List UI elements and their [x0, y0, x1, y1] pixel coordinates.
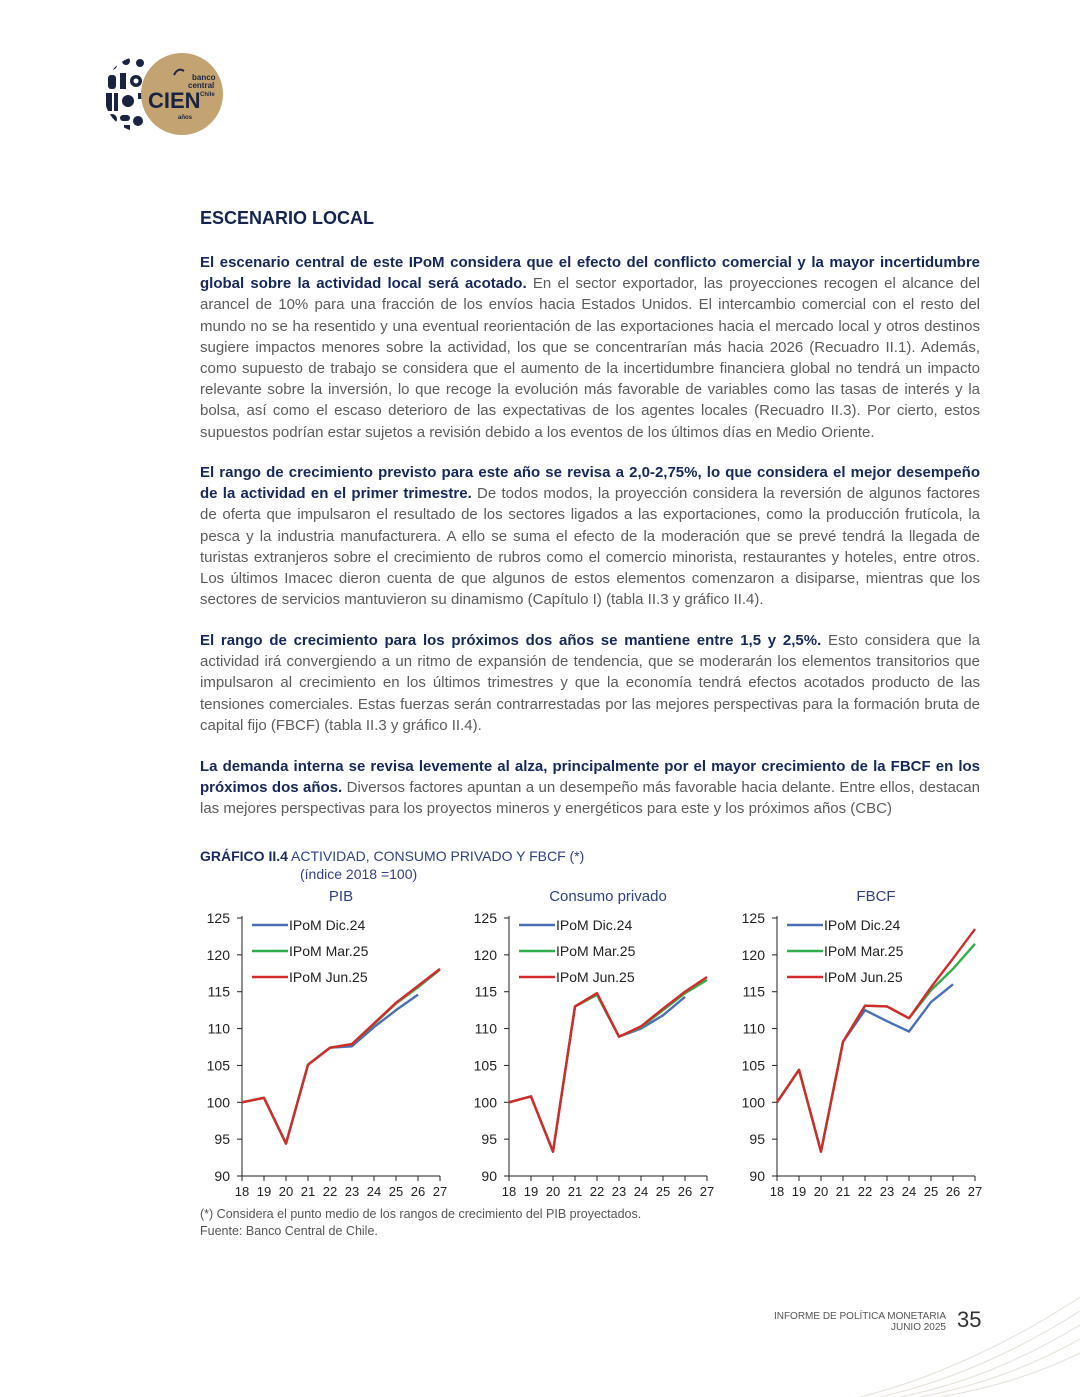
x-tick-label: 20 [813, 1184, 829, 1199]
x-tick-label: 23 [611, 1184, 627, 1199]
svg-text:años: años [178, 115, 193, 121]
x-tick-label: 26 [677, 1184, 693, 1199]
x-tick-label: 25 [923, 1184, 939, 1199]
chart-pib [200, 884, 450, 1204]
y-tick-label: 105 [473, 1057, 497, 1074]
x-tick-label: 19 [791, 1184, 807, 1199]
footer-date: JUNIO 2025 [890, 1322, 946, 1333]
x-tick-label: 26 [410, 1184, 426, 1199]
section-heading: ESCENARIO LOCAL [200, 208, 375, 228]
series-line [777, 929, 975, 1152]
x-tick-label: 22 [857, 1184, 873, 1199]
y-tick-label: 115 [474, 983, 497, 1000]
chart-title: PIB [328, 888, 354, 905]
y-tick-label: 125 [206, 910, 230, 926]
paragraph-lead: La demanda interna se revisa levemente al alza, principalmente por el mayor crecimiento de la FBCF en los próximos dos años. [200, 758, 980, 797]
x-tick-label: 18 [769, 1184, 785, 1199]
x-tick-label: 25 [655, 1184, 671, 1199]
paragraph-lead: El rango de crecimiento para los próximos dos años se mantiene entre 1,5 y 2,5%. [200, 632, 822, 649]
x-tick-label: 22 [322, 1184, 338, 1199]
figure-note: (*) Considera el punto medio de los rangos de crecimiento del PIB proyectados. [200, 1207, 642, 1221]
y-tick-label: 125 [741, 910, 765, 926]
paragraph-1 [200, 252, 980, 443]
y-tick-label: 90 [481, 1168, 497, 1184]
x-tick-label: 24 [366, 1184, 382, 1199]
legend-label: IPoM Jun.25 [824, 969, 903, 985]
chart-fbcf [735, 884, 985, 1204]
legend-label: IPoM Mar.25 [289, 943, 369, 959]
y-tick-label: 120 [206, 946, 230, 963]
x-tick-label: 19 [523, 1184, 539, 1199]
x-tick-label: 20 [545, 1184, 561, 1199]
x-tick-label: 21 [567, 1184, 583, 1199]
legend-label: IPoM Jun.25 [289, 969, 368, 985]
figure-subtitle: (índice 2018 =100) [300, 866, 418, 882]
svg-text:CIEN: CIEN [148, 88, 201, 113]
y-tick-label: 125 [473, 910, 497, 926]
x-tick-label: 19 [256, 1184, 272, 1199]
x-tick-label: 23 [344, 1184, 360, 1199]
paragraph-body: En el sector exportador, las proyecciones recogen el alcance del arancel de 10% para una fracción de los envíos hacia Estados Unidos. El intercambio comercial con el resto del mundo no se ha resentido y una eventual reorientación de las exportaciones hacia el mercado local y otros destinos sugiere impactos menores sobre la actividad, los que se concentrarían más hacia 2026 (Recuadro II.1). Además, como supuesto de trabajo se considera que el aumento de la incertidumbre financiera global no tendrá un impacto relevante sobre la inversión, lo que recoge la evolución más favorable de variables como las tasas de interés y la bolsa, así como el escaso deterioro de las expectativas de los agentes locales (Recuadro II.3). Por cierto, estos supuestos podrían estar sujetos a revisión debido a los eventos de los últimos días en Medio Oriente. [200, 275, 980, 441]
paragraph-lead: El escenario central de este IPoM considera que el efecto del conflicto comercial y la mayor incertidumbre global sobre la actividad local será acotado. [200, 254, 980, 293]
figure-source: Fuente: Banco Central de Chile. [200, 1224, 378, 1238]
x-tick-label: 18 [501, 1184, 517, 1199]
series-line [242, 969, 440, 1144]
x-tick-label: 26 [945, 1184, 961, 1199]
legend-label: IPoM Mar.25 [556, 943, 636, 959]
y-tick-label: 100 [473, 1094, 497, 1111]
x-tick-label: 24 [901, 1184, 917, 1199]
chart-consumo-privado [467, 884, 717, 1204]
chart-title: Consumo privado [549, 888, 667, 905]
y-tick-label: 95 [749, 1131, 765, 1148]
paragraph-lead: El rango de crecimiento previsto para este año se revisa a 2,0-2,75%, lo que considera el mejor desempeño de la actividad en el primer trimestre. [200, 464, 980, 503]
x-tick-label: 21 [835, 1184, 851, 1199]
paragraph-4 [200, 756, 980, 820]
figure-title-text: ACTIVIDAD, CONSUMO PRIVADO Y FBCF (*) [287, 848, 585, 864]
svg-text:central: central [188, 81, 215, 90]
y-tick-label: 90 [214, 1168, 230, 1184]
figure-label: GRÁFICO II.4 [200, 848, 288, 864]
legend-label: IPoM Dic.24 [824, 917, 901, 933]
footer-publication [774, 1311, 946, 1333]
x-tick-label: 21 [300, 1184, 316, 1199]
page-number: 35 [957, 1307, 982, 1332]
series-line [242, 995, 418, 1144]
chart-title: FBCF [856, 888, 896, 905]
paragraph-body: De todos modos, la proyección considera la reversión de algunos factores de oferta que impulsaron el resultado de los sectores ligados a las exportaciones, como la producción frutícola, la pesca y la industria manufacturera. A ello se suma el efecto de la moderación que se prevé tendrá la llegada de turistas extranjeros sobre el crecimiento de rubros como el comercio minorista, restaurantes y hoteles, entre otros. Los últimos Imacec dieron cuenta de que algunos de estos elementos comenzaron a disiparse, mientras que los sectores de servicios mantuvieron su dinamismo (Capítulo I) (tabla II.3 y gráfico II.4). [200, 485, 981, 609]
x-tick-label: 27 [432, 1184, 448, 1199]
y-tick-label: 100 [741, 1094, 765, 1111]
x-tick-label: 25 [388, 1184, 404, 1199]
paragraph-body: Esto considera que la actividad irá convergiendo a un ritmo de expansión de tendencia, que se moderarán los elementos transitorios que impulsaron al crecimiento en los últimos trimestres y que la economía tendrá efectos acotados producto de las tensiones comerciales. Estas fuerzas serán contrarrestadas por las mejores perspectivas para la formación bruta de capital fijo (FBCF) (tabla II.3 y gráfico II.4). [200, 632, 980, 734]
series-line [242, 970, 440, 1144]
y-tick-label: 105 [206, 1057, 230, 1074]
paragraph-2 [200, 462, 980, 610]
figure-title [200, 848, 584, 864]
y-tick-label: 120 [741, 946, 765, 963]
paragraph-body: Diversos factores apuntan a un desempeño más favorable hacia delante. Entre ellos, destacan las mejores perspectivas para los proyectos mineros y energéticos para este y los próximos años (CBC) [200, 779, 980, 818]
x-tick-label: 22 [589, 1184, 605, 1199]
x-tick-label: 18 [234, 1184, 250, 1199]
y-tick-label: 95 [481, 1131, 497, 1148]
y-tick-label: 115 [207, 983, 230, 1000]
legend-label: IPoM Dic.24 [289, 917, 366, 933]
y-tick-label: 95 [214, 1131, 230, 1148]
footer-title: INFORME DE POLÍTICA MONETARIA [773, 1311, 946, 1322]
series-line [777, 984, 953, 1151]
x-tick-label: 24 [633, 1184, 649, 1199]
legend-label: IPoM Dic.24 [556, 917, 633, 933]
x-tick-label: 23 [879, 1184, 895, 1199]
series-line [509, 980, 707, 1152]
y-tick-label: 105 [741, 1057, 765, 1074]
x-tick-label: 20 [278, 1184, 294, 1199]
svg-text:banco: banco [192, 73, 216, 82]
x-tick-label: 27 [699, 1184, 715, 1199]
paragraph-3 [200, 630, 980, 736]
y-tick-label: 90 [749, 1168, 765, 1184]
y-tick-label: 110 [207, 1020, 230, 1037]
y-tick-label: 115 [742, 983, 765, 1000]
decorative-wave-lines [820, 1287, 1080, 1397]
y-tick-label: 100 [206, 1094, 230, 1111]
y-tick-label: 120 [473, 946, 497, 963]
y-tick-label: 110 [742, 1020, 765, 1037]
legend-label: IPoM Mar.25 [824, 943, 904, 959]
x-tick-label: 27 [967, 1184, 983, 1199]
y-tick-label: 110 [474, 1020, 497, 1037]
banco-central-cien-logo [104, 53, 224, 139]
svg-text:Chile: Chile [200, 92, 215, 98]
series-line [509, 995, 685, 1152]
legend-label: IPoM Jun.25 [556, 969, 635, 985]
